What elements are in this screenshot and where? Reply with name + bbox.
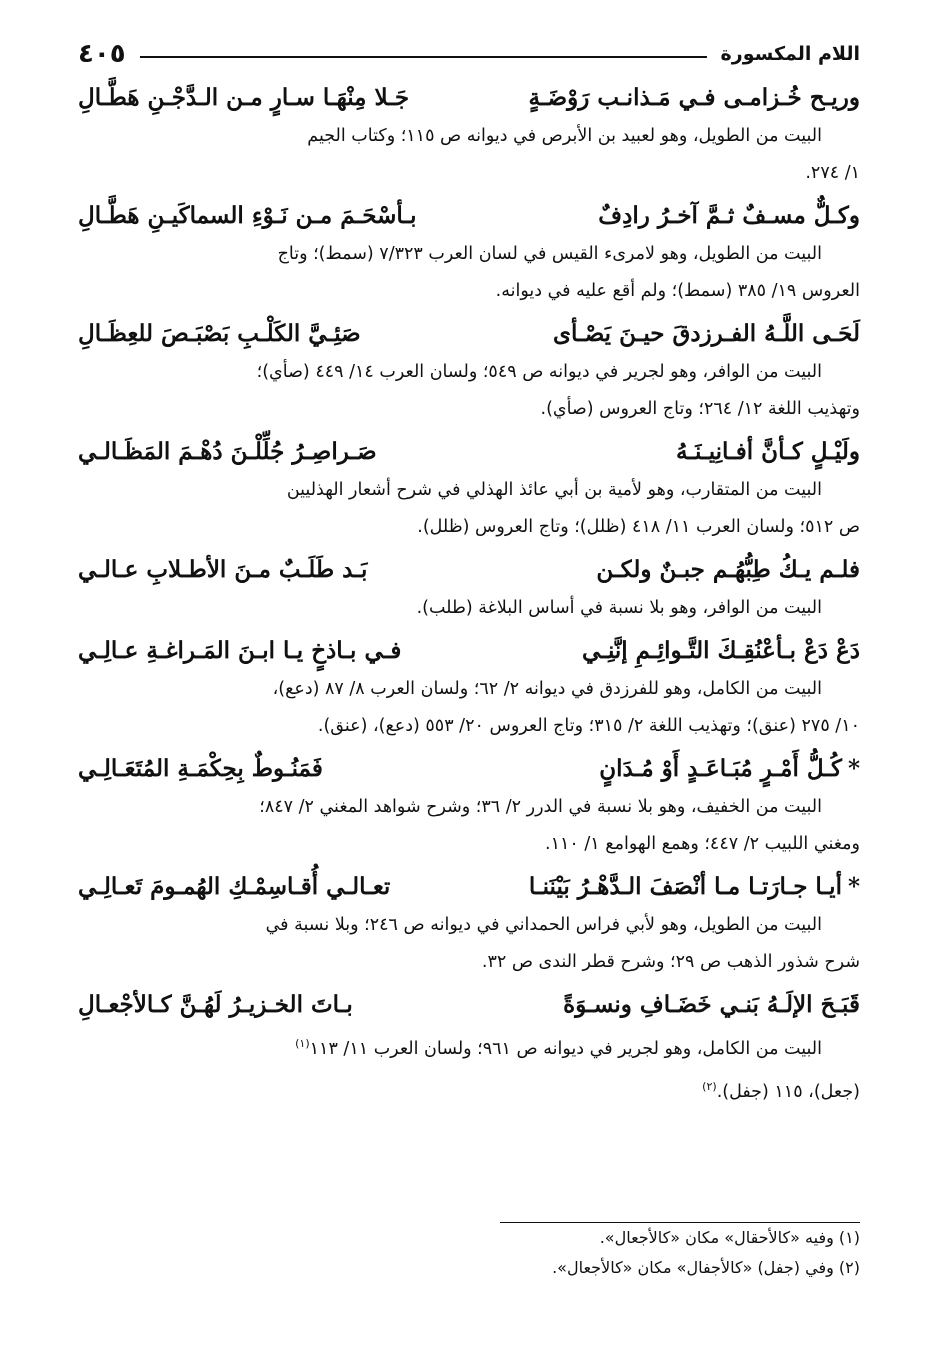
running-header <box>78 34 860 74</box>
source-note <box>78 671 860 745</box>
star-marker: * <box>847 755 860 782</box>
hemistich-first <box>596 550 860 590</box>
hemistich-first <box>563 985 860 1025</box>
source-note-line <box>78 273 860 310</box>
source-note-text: البيت من الطويل، وهو لأبي فراس الحمداني في ديوانه ص ٢٤٦؛ وبلا نسبة في <box>265 915 822 935</box>
star-marker: * <box>847 873 860 900</box>
footnote-marker-1[interactable]: (١) <box>295 1037 310 1050</box>
verse-line <box>78 314 860 354</box>
source-note-line <box>78 907 860 944</box>
hemistich-second: بـاتَ الخـزيـرُ لَهُـنَّ كـالأجْعـالِ <box>78 991 353 1018</box>
source-note-text: البيت من الوافر، وهو بلا نسبة في أساس البلاغة (طلب). <box>416 598 822 618</box>
verse-entry <box>78 550 860 627</box>
source-note-line <box>78 944 860 981</box>
hemistich-first <box>553 314 860 354</box>
verse-entry <box>78 196 860 310</box>
hemistich-first <box>582 631 860 671</box>
source-note-text: شرح شذور الذهب ص ٢٩؛ وشرح قطر الندى ص ٣٢. <box>481 952 860 972</box>
hemistich-first <box>529 78 860 118</box>
hemistich-second: فَمَنُـوطٌ بِحِكْمَـةِ المُتَعَـالِـي <box>78 755 323 782</box>
source-note-text: ومغني اللبيب ٢/ ٤٤٧؛ وهمع الهوامع ١/ ١١٠. <box>545 834 860 854</box>
verse-line <box>78 631 860 671</box>
source-note-text: وتهذيب اللغة ١٢/ ٢٦٤؛ وتاج العروس (صأي). <box>540 399 860 419</box>
source-note-line <box>78 789 860 826</box>
source-note-line <box>78 509 860 546</box>
hemistich-first-text: ولَيْـلٍ كـأنَّ أفـانِيـنَـهُ <box>675 438 860 465</box>
source-note-text: البيت من الخفيف، وهو بلا نسبة في الدرر ٢/ ٣٦؛ وشرح شواهد المغني ٢/ ٨٤٧؛ <box>259 797 822 817</box>
footnote-marker-2[interactable]: (٢) <box>702 1079 717 1093</box>
hemistich-second: صَـراصِـرُ جُلِّلْـنَ دُهْـمَ المَظَـالـي <box>78 438 377 465</box>
source-note <box>78 236 860 310</box>
source-note-line <box>78 826 860 863</box>
verse-line <box>78 78 860 118</box>
page <box>78 34 860 1111</box>
verse-entry <box>78 314 860 428</box>
source-note-text: (جعل)، ١١٥ (جفل). <box>716 1081 860 1102</box>
footnotes <box>78 1222 860 1283</box>
hemistich-first-text: قَبَـحَ الإلَـهُ بَنـي خَضَـافِ ونسـوَةً <box>563 991 860 1018</box>
hemistich-first <box>676 432 860 472</box>
source-note-text: ١/ ٢٧٤. <box>805 163 860 183</box>
hemistich-second: بَـد طَلَـبٌ مـنَ الأطـلابِ عـالـي <box>78 556 368 583</box>
verse-entry <box>78 78 860 192</box>
section-title: اللام المكسورة <box>720 43 860 65</box>
source-note-line <box>78 1025 860 1068</box>
source-note-line <box>78 354 860 391</box>
verse-entry <box>78 985 860 1111</box>
hemistich-first-text: فلـم يـكُ طِبُّهُـم جبـنٌ ولكـن <box>596 556 860 583</box>
source-note <box>78 118 860 192</box>
entries-list <box>78 78 860 1111</box>
source-note <box>78 590 860 627</box>
hemistich-first <box>598 196 860 236</box>
source-note-line <box>78 391 860 428</box>
hemistich-first <box>529 867 860 907</box>
source-note-text: البيت من الكامل، وهو لجرير في ديوانه ص ٩٦١؛ ولسان العرب ١١/ ١١٣ <box>309 1038 822 1059</box>
source-note-line <box>78 590 860 627</box>
verse-line <box>78 196 860 236</box>
hemistich-first-text: كُـلُّ أَمْـرٍ مُبَـاعَـدٍ أَوْ مُـدَانٍ <box>599 755 842 782</box>
source-note <box>78 354 860 428</box>
source-note <box>78 789 860 863</box>
header-rule <box>140 56 707 58</box>
verse-entry <box>78 867 860 981</box>
source-note-line <box>78 1068 860 1111</box>
verse-line <box>78 867 860 907</box>
page-number: ٤٠٥ <box>78 39 126 69</box>
hemistich-second: صَئِـيَّ الكَلْـبِ بَصْبَـصَ للعِظَـالِ <box>78 320 361 347</box>
hemistich-first-text: أيـا جـارَتـا مـا أنْصَفَ الـدَّهْـرُ بَيْنَنـا <box>528 873 842 900</box>
hemistich-second: تعـالـي أُقـاسِمْـكِ الهُمـومَ تَعـالِـي <box>78 873 391 900</box>
verse-entry <box>78 749 860 863</box>
source-note-line <box>78 155 860 192</box>
source-note-text: ص ٥١٢؛ ولسان العرب ١١/ ٤١٨ (ظلل)؛ وتاج العروس (ظلل). <box>417 517 860 537</box>
source-note-line <box>78 708 860 745</box>
source-note <box>78 472 860 546</box>
hemistich-first-text: دَعْ دَعْ بـأعْنُقِـكَ التَّـوائِـمِ إنَّنِـي <box>582 637 860 664</box>
hemistich-second: جَـلا مِنْهَـا سـارٍ مـن الـدَّجْـنِ هَطَّـالِ <box>78 84 410 111</box>
hemistich-second: فـي بـاذخٍ يـا ابـنَ المَـراغـةِ عـالِـي <box>78 637 402 664</box>
source-note <box>78 907 860 981</box>
hemistich-first-text: لَحَـى اللَّـهُ الفـرزدقَ حيـنَ يَصْـأى <box>552 320 860 347</box>
verse-entry <box>78 631 860 745</box>
verse-line <box>78 985 860 1025</box>
source-note-text: البيت من الكامل، وهو للفرزدق في ديوانه ٢/ ٦٢؛ ولسان العرب ٨/ ٨٧ (دعع)، <box>272 679 822 699</box>
footnote-2: (٢) وفي (جفل) «كالأجفال» مكان «كالأجعال». <box>552 1258 860 1277</box>
hemistich-first <box>599 749 860 789</box>
source-note-text: العروس ١٩/ ٣٨٥ (سمط)؛ ولم أقع عليه في ديوانه. <box>495 281 860 301</box>
source-note-text: البيت من الطويل، وهو لامرىء القيس في لسان العرب ٧/٣٢٣ (سمط)؛ وتاج <box>277 244 822 264</box>
verse-entry <box>78 432 860 546</box>
hemistich-second: بـأسْحَـمَ مـن نَـوْءِ السماكَيـنِ هَطَّـالِ <box>78 202 417 229</box>
source-note-text: البيت من المتقارب، وهو لأمية بن أبي عائذ الهذلي في شرح أشعار الهذليين <box>286 480 822 500</box>
footnote-1: (١) وفيه «كالأحقال» مكان «كالأجعال». <box>599 1228 860 1247</box>
verse-line <box>78 749 860 789</box>
source-note <box>78 1025 860 1111</box>
hemistich-first-text: وكـلٌّ مسـفٌ ثـمَّ آخـرُ رادِفٌ <box>598 202 860 229</box>
verse-line <box>78 432 860 472</box>
source-note-text: البيت من الطويل، وهو لعبيد بن الأبرص في ديوانه ص ١١٥؛ وكتاب الجيم <box>307 126 822 146</box>
source-note-line <box>78 671 860 708</box>
hemistich-first-text: وريـح خُـزامـى فـي مَـذانـب رَوْضَـةٍ <box>528 84 860 111</box>
source-note-text: البيت من الوافر، وهو لجرير في ديوانه ص ٥٤٩؛ ولسان العرب ١٤/ ٤٤٩ (صأي)؛ <box>256 362 822 382</box>
source-note-text: ١٠/ ٢٧٥ (عنق)؛ وتهذيب اللغة ٢/ ٣١٥؛ وتاج العروس ٢٠/ ٥٥٣ (دعع)، (عنق). <box>317 716 860 736</box>
source-note-line <box>78 118 860 155</box>
verse-line <box>78 550 860 590</box>
source-note-line <box>78 236 860 273</box>
source-note-line <box>78 472 860 509</box>
